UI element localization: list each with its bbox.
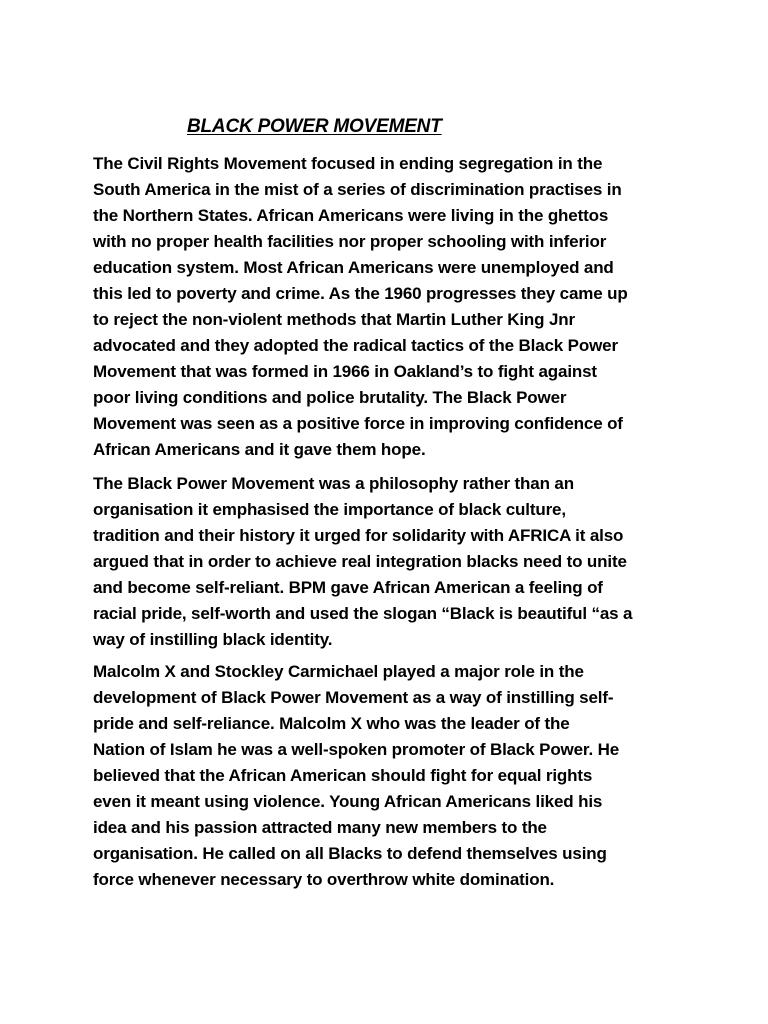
document-title: BLACK POWER MOVEMENT [187, 116, 442, 137]
paragraph-line: pride and self-reliance. Malcolm X who was the leader of the [93, 714, 570, 733]
paragraph-line: The Civil Rights Movement focused in ending segregation in the [93, 154, 603, 173]
paragraph-line: believed that the African American should fight for equal rights [93, 766, 593, 785]
paragraph-line: Movement was seen as a positive force in improving confidence of [93, 414, 623, 433]
paragraph-line: tradition and their history it urged for solidarity with AFRICA it also [93, 526, 624, 545]
paragraph-line: poor living conditions and police brutality. The Black Power [93, 388, 567, 407]
paragraph-line: racial pride, self-worth and used the slogan “Black is beautiful “as a [93, 604, 633, 623]
paragraph-line: argued that in order to achieve real integration blacks need to unite [93, 552, 627, 571]
paragraph-line: organisation. He called on all Blacks to defend themselves using [93, 844, 607, 863]
paragraph-line: The Black Power Movement was a philosophy rather than an [93, 474, 574, 493]
paragraph-line: and become self-reliant. BPM gave African American a feeling of [93, 578, 603, 597]
paragraph-line: idea and his passion attracted many new members to the [93, 818, 547, 837]
paragraph-line: development of Black Power Movement as a way of instilling self- [93, 688, 614, 707]
paragraph-line: with no proper health facilities nor proper schooling with inferior [93, 232, 607, 251]
paragraph-line: advocated and they adopted the radical tactics of the Black Power [93, 336, 618, 355]
paragraph-line: African Americans and it gave them hope. [93, 440, 426, 459]
paragraph-line: Malcolm X and Stockley Carmichael played a major role in the [93, 662, 584, 681]
paragraph-line: the Northern States. African Americans were living in the ghettos [93, 206, 609, 225]
paragraph-line: this led to poverty and crime. As the 1960 progresses they came up [93, 284, 628, 303]
paragraph-line: even it meant using violence. Young African Americans liked his [93, 792, 603, 811]
paragraph-line: way of instilling black identity. [93, 630, 333, 649]
paragraph-line: South America in the mist of a series of discrimination practises in [93, 180, 622, 199]
paragraph-line: Movement that was formed in 1966 in Oakland’s to fight against [93, 362, 597, 381]
paragraph-line: force whenever necessary to overthrow white domination. [93, 870, 555, 889]
paragraph-line: organisation it emphasised the importance of black culture, [93, 500, 566, 519]
paragraph-line: to reject the non-violent methods that Martin Luther King Jnr [93, 310, 575, 329]
paragraph-line: education system. Most African Americans were unemployed and [93, 258, 614, 277]
paragraph-line: Nation of Islam he was a well-spoken promoter of Black Power. He [93, 740, 620, 759]
